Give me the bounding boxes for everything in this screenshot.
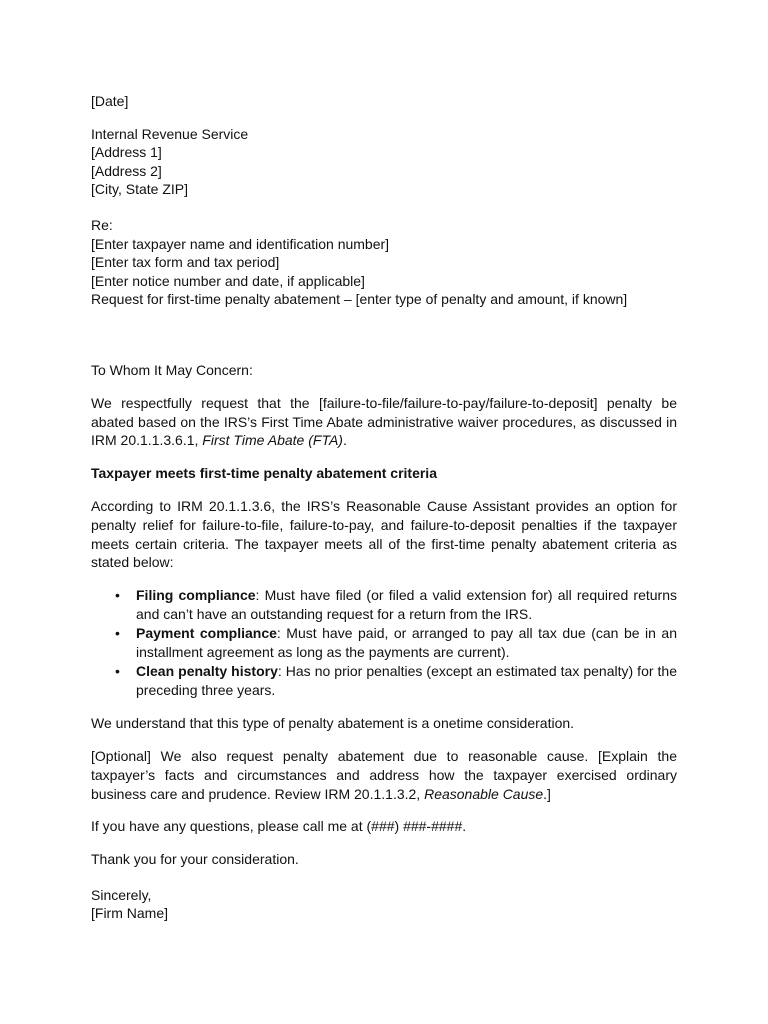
re-line-taxpayer: [Enter taxpayer name and identification number] (91, 235, 390, 252)
criteria-term: Clean penalty history (136, 663, 278, 680)
recipient-name: Internal Revenue Service (91, 125, 249, 142)
spacer (91, 733, 677, 747)
re-line-notice: [Enter notice number and date, if applicable] (91, 272, 365, 289)
closing: Sincerely, (91, 886, 152, 903)
re-block (91, 216, 677, 309)
intro-paragraph (91, 394, 677, 450)
spacer (91, 572, 677, 586)
optional-end: .] (543, 785, 551, 802)
spacer (91, 803, 677, 817)
optional-text: [Optional] We also request penalty abatement due to reasonable cause. [Explain the taxpayer’s facts and circumstances and address how the taxpayer exercised ordinary business care and prudence. Review IRM 20.1.1.3.2, (91, 747, 677, 802)
spacer (91, 836, 677, 850)
recipient-address (91, 125, 677, 199)
salutation: To Whom It May Concern: (91, 361, 253, 378)
re-line-tax-form: [Enter tax form and tax period] (91, 254, 280, 271)
re-line-request: Request for first-time penalty abatement – [enter type of penalty and amount, if known] (91, 291, 628, 308)
section-heading: Taxpayer meets first-time penalty abatement criteria (91, 465, 437, 482)
criteria-list (91, 586, 677, 700)
criteria-text: : Has no prior penalties (except an estimated tax penalty) for the preceding three years. (136, 663, 678, 699)
letter-page (91, 92, 677, 923)
spacer (91, 700, 677, 714)
bullet-icon: • (115, 663, 120, 680)
spacer (91, 309, 677, 361)
recipient-address-1: [Address 1] (91, 144, 162, 161)
firm-name: [Firm Name] (91, 905, 168, 922)
intro-text: We respectfully request that the [failure-to-file/failure-to-pay/failure-to-deposit] penalty be abated based on the IRS’s First Time Abate administrative waiver procedures, as discussed in IRM 20.1.1.3.6.1, (91, 394, 677, 449)
spacer (91, 869, 677, 886)
thanks-paragraph: Thank you for your consideration. (91, 851, 299, 868)
questions-paragraph: If you have any questions, please call me at (###) ###-####. (91, 818, 467, 835)
intro-end: . (342, 432, 347, 449)
list-item (91, 624, 677, 662)
bullet-icon: • (115, 587, 120, 604)
list-item (91, 586, 677, 624)
signature-block (91, 886, 677, 923)
spacer (91, 199, 677, 216)
optional-paragraph (91, 747, 677, 803)
list-item (91, 662, 677, 700)
re-label: Re: (91, 216, 113, 233)
optional-reasonable-cause-title: Reasonable Cause (424, 785, 544, 802)
letter-date: [Date] (91, 93, 129, 109)
intro-fta-title: First Time Abate (FTA) (202, 432, 343, 449)
criteria-text: : Must have paid, or arranged to pay all tax due (can be in an installment agreement as long as the payments are current). (136, 625, 678, 661)
recipient-city: [City, State ZIP] (91, 181, 188, 198)
criteria-text: : Must have filed (or filed a valid extension for) all required returns and can’t have an outstanding request for a return from the IRS. (136, 587, 677, 623)
criteria-term: Payment compliance (136, 625, 277, 642)
criteria-term: Filing compliance (136, 587, 256, 604)
spacer (91, 111, 677, 125)
recipient-address-2: [Address 2] (91, 162, 162, 179)
criteria-intro-paragraph: According to IRM 20.1.1.3.6, the IRS’s Reasonable Cause Assistant provides an option for penalty relief for failure-to-file, failure-to-pay, and failure-to-deposit penalties if the taxpayer meets certain criteria. The taxpayer meets all of the first-time penalty abatement criteria as stated below: (91, 497, 677, 571)
spacer (91, 450, 677, 464)
spacer (91, 483, 677, 497)
bullet-icon: • (115, 625, 120, 642)
spacer (91, 380, 677, 394)
onetime-paragraph: We understand that this type of penalty abatement is a onetime consideration. (91, 715, 575, 732)
